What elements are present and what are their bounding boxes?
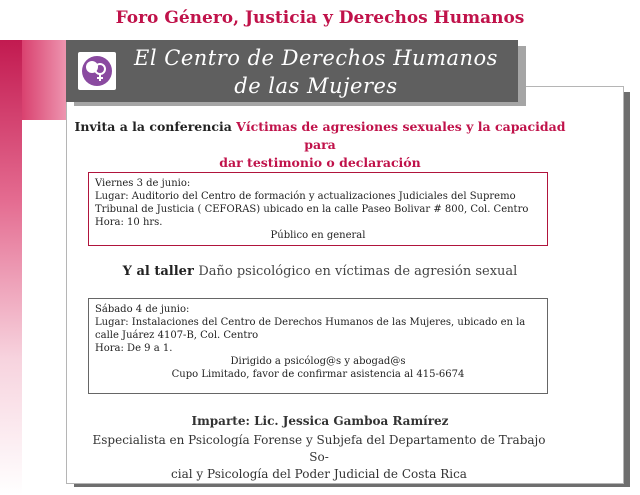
invite-text: [70, 118, 570, 172]
event2-audience: Dirigido a psicólog@s y abogad@s: [230, 356, 406, 367]
conference-title-1: Víctimas de agresiones sexuales y la capacidad para: [236, 119, 566, 152]
event2-place: [95, 316, 541, 342]
event1-place: [95, 190, 541, 216]
event1-place-value: Auditorio del Centro de formación y actualizaciones Judiciales del Supremo Tribunal de Justicia ( CEFORAS) ubicado en la calle Paseo Bolivar # 800, Col. Centro: [95, 191, 529, 215]
event2-box: [88, 298, 548, 394]
header-line-2: de las Mujeres: [234, 74, 398, 98]
event2-place-value: Instalaciones del Centro de Derechos Humanos de las Mujeres, ubicado en la calle Juárez 4107-B, Col. Centro: [95, 317, 526, 341]
event2-date: Sábado 4 de junio:: [95, 304, 190, 315]
logo: [78, 52, 116, 90]
speaker-bio-line-1: Especialista en Psicología Forense y Subjefa del Departamento de Trabajo So-: [92, 433, 546, 464]
event2-place-label: Lugar:: [95, 317, 129, 328]
top-title: Foro Género, Justicia y Derechos Humanos: [115, 8, 525, 28]
speaker-line: Imparte: Lic. Jessica Gamboa Ramírez: [191, 414, 449, 428]
pink-gradient-band: [22, 40, 72, 120]
conference-title-2: dar testimonio o declaración: [219, 155, 421, 170]
event1-time: [95, 216, 541, 229]
event1-date: Viernes 3 de junio:: [95, 178, 191, 189]
event1-time-label: Hora:: [95, 217, 124, 228]
workshop-prefix: Y al taller: [122, 264, 194, 279]
event2-time: [95, 342, 541, 355]
event1-audience: Público en general: [270, 230, 366, 241]
workshop-text: [70, 264, 570, 279]
event1-time-value: 10 hrs.: [127, 217, 163, 228]
pink-gradient-bar: [0, 40, 22, 495]
speaker-bio-line-2: cial y Psicología del Poder Judicial de Costa Rica: [171, 467, 467, 481]
event1-place-label: Lugar:: [95, 191, 129, 202]
speaker-bio: [84, 432, 554, 483]
header-title: [118, 44, 514, 100]
event2-time-value: De 9 a 1.: [127, 343, 173, 354]
event1-box: [88, 172, 548, 246]
header-line-1: El Centro de Derechos Humanos: [134, 46, 498, 70]
women-rights-logo-icon: [78, 52, 116, 90]
invite-prefix: Invita a la conferencia: [74, 119, 232, 134]
workshop-title: Daño psicológico en víctimas de agresión sexual: [198, 264, 518, 279]
event2-time-label: Hora:: [95, 343, 124, 354]
event2-capacity: Cupo Limitado, favor de confirmar asistencia al 415-6674: [171, 369, 465, 380]
